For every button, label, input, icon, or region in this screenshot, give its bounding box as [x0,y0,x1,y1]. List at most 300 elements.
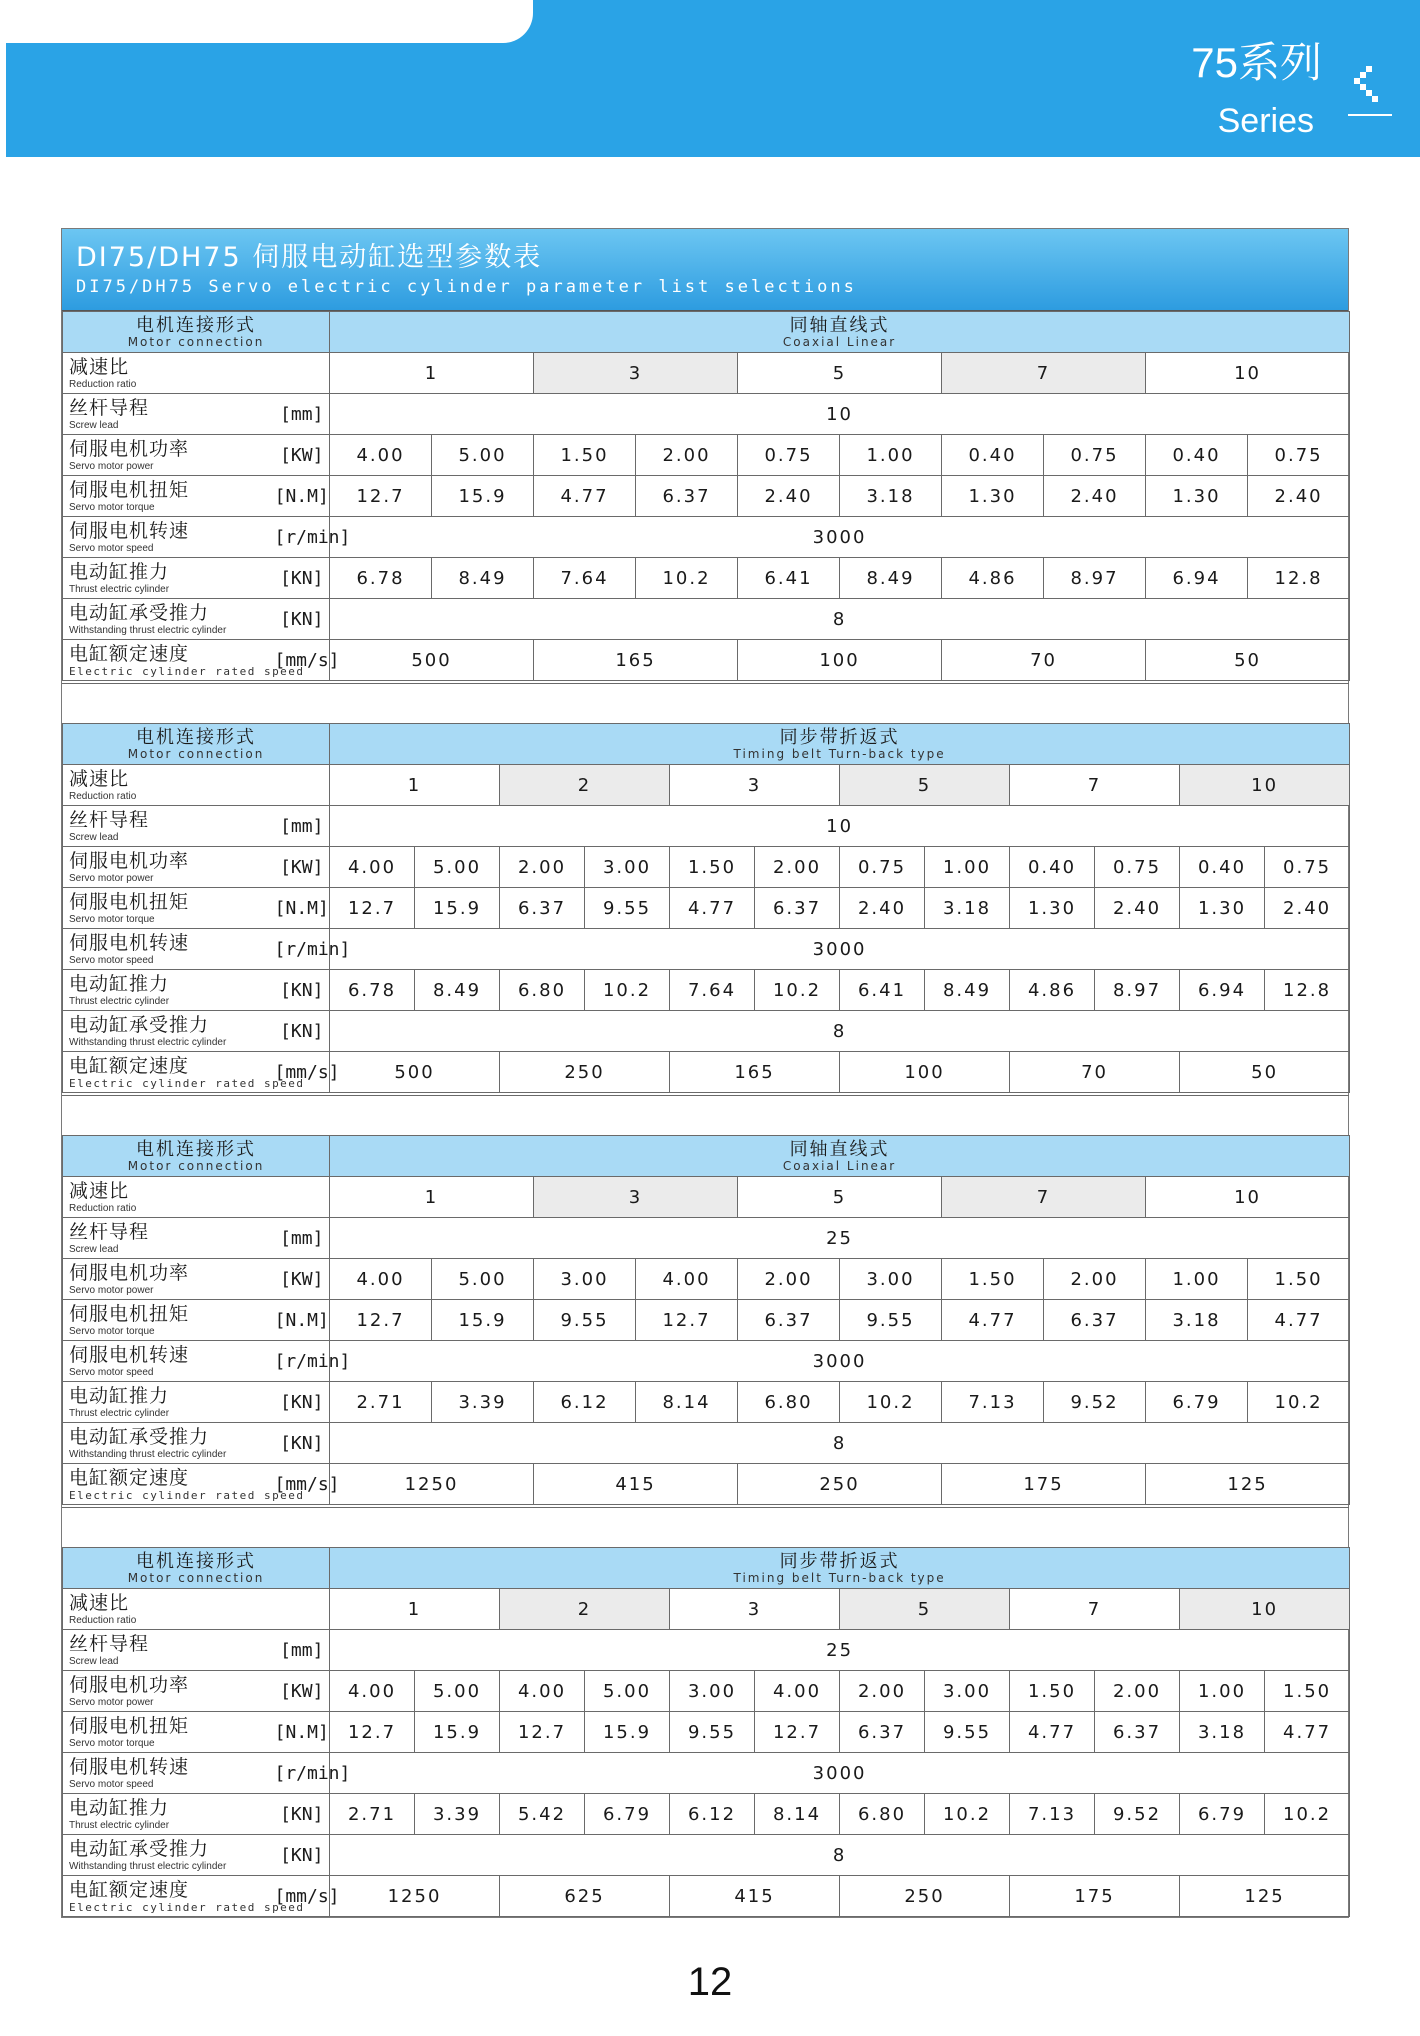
torque-cell: 6.37 [1044,1300,1146,1341]
spec-table [62,1547,1350,1917]
row-label-motor-torque [63,1300,275,1341]
table-row [63,1753,1350,1794]
power-cell: 2.00 [840,1671,925,1712]
speed-value: 3000 [330,517,1350,558]
table-row [63,1630,1350,1671]
unit-nm: [N.M] [275,1712,330,1753]
spec-table [62,723,1350,1093]
row-label-thrust [63,1382,275,1423]
torque-cell: 6.37 [840,1712,925,1753]
row-label-cn: 减速比 [69,355,130,378]
row-label-cn: 电动缸承受推力 [69,1013,210,1036]
torque-cell: 3.18 [925,888,1010,929]
table-row [63,1382,1350,1423]
table-spacer [62,683,1349,724]
thrust-cell: 8.49 [840,558,942,599]
torque-cell: 9.55 [840,1300,942,1341]
row-label-reduction-ratio [63,1177,330,1218]
table-row [63,353,1350,394]
power-cell: 1.50 [534,435,636,476]
thrust-cell: 6.80 [738,1382,840,1423]
torque-cell: 1.30 [1010,888,1095,929]
ratio-cell: 10 [1180,1589,1350,1630]
thrust-cell: 7.13 [942,1382,1044,1423]
table-row [63,1876,1350,1917]
row-label-en: Servo motor power [69,1284,154,1296]
power-cell: 4.00 [636,1259,738,1300]
thrust-cell: 6.94 [1146,558,1248,599]
power-cell: 2.00 [755,847,840,888]
row-label-motor-torque [63,888,275,929]
thrust-cell: 7.64 [670,970,755,1011]
table-row [63,599,1350,640]
row-label-en: Reduction ratio [69,1202,137,1214]
screw-lead-value: 10 [330,394,1350,435]
row-label-en: Thrust electric cylinder [69,583,170,595]
power-cell: 3.00 [585,847,670,888]
row-label-withstanding [63,1835,275,1876]
table-row [63,1177,1350,1218]
unit-rpm: [r/min] [275,1753,330,1794]
thrust-cell: 10.2 [840,1382,942,1423]
row-label-cn: 减速比 [69,767,130,790]
screw-lead-value: 25 [330,1218,1350,1259]
table-row [63,1011,1350,1052]
rated-speed-cell: 165 [670,1052,840,1093]
thrust-cell: 10.2 [925,1794,1010,1835]
ratio-cell: 3 [534,353,738,394]
power-cell: 5.00 [415,1671,500,1712]
table-row [63,1589,1350,1630]
unit-nm: [N.M] [275,888,330,929]
panel-title: DI75/DH75 伺服电动缸选型参数表 [76,242,543,273]
thrust-cell: 8.97 [1095,970,1180,1011]
power-cell: 0.75 [1095,847,1180,888]
unit-kw: [KW] [275,847,330,888]
unit-kn: [KN] [275,1382,330,1423]
thrust-cell: 6.79 [1180,1794,1265,1835]
rated-speed-cell: 500 [330,1052,500,1093]
row-label-cn: 伺服电机转速 [69,931,190,954]
row-label-cn: 伺服电机扭矩 [69,1714,190,1737]
table-row [63,476,1350,517]
power-cell: 5.00 [432,435,534,476]
ratio-cell: 5 [738,1177,942,1218]
torque-cell: 6.37 [1095,1712,1180,1753]
torque-cell: 9.55 [585,888,670,929]
row-label-motor-power [63,1259,275,1300]
series-logo-icon [1346,62,1392,120]
row-label-screw-lead [63,1630,275,1671]
thrust-cell: 10.2 [585,970,670,1011]
rated-speed-cell: 125 [1146,1464,1350,1505]
unit-mm: [mm] [275,1630,330,1671]
ratio-cell: 10 [1146,353,1350,394]
power-cell: 2.00 [1044,1259,1146,1300]
motor-connection-en: Motor connection [127,334,265,349]
torque-cell: 4.77 [1265,1712,1350,1753]
thrust-cell: 6.41 [840,970,925,1011]
power-cell: 4.00 [330,847,415,888]
row-label-cn: 丝杆导程 [69,1632,150,1655]
unit-kn: [KN] [275,1835,330,1876]
thrust-cell: 8.49 [432,558,534,599]
withstanding-value: 8 [330,1011,1350,1052]
row-label-en: Thrust electric cylinder [69,995,170,1007]
table-header-row [63,724,1350,765]
connection-type-en: Timing belt Turn-back type [733,746,946,761]
connection-type-cn: 同轴直线式 [789,314,890,336]
thrust-cell: 8.49 [925,970,1010,1011]
row-label-cn: 电动缸承受推力 [69,1837,210,1860]
table-header-row [63,1136,1350,1177]
power-cell: 0.75 [1248,435,1350,476]
motor-connection-header [63,312,330,353]
thrust-cell: 4.86 [1010,970,1095,1011]
torque-cell: 15.9 [415,888,500,929]
header-banner [6,0,1420,157]
unit-kw: [KW] [275,435,330,476]
row-label-motor-speed [63,517,275,558]
unit-kw: [KW] [275,1671,330,1712]
power-cell: 0.40 [1180,847,1265,888]
row-label-cn: 伺服电机功率 [69,437,190,460]
table-spacer [62,1507,1349,1548]
torque-cell: 15.9 [415,1712,500,1753]
row-label-cn: 伺服电机扭矩 [69,1302,190,1325]
thrust-cell: 10.2 [755,970,840,1011]
torque-cell: 6.37 [500,888,585,929]
torque-cell: 2.40 [840,888,925,929]
table-row [63,847,1350,888]
torque-cell: 6.37 [738,1300,840,1341]
row-label-en: Electric cylinder rated speed [69,1076,305,1090]
rated-speed-cell: 250 [500,1052,670,1093]
row-label-withstanding [63,1423,275,1464]
power-cell: 3.00 [670,1671,755,1712]
motor-connection-cn: 电机连接形式 [136,1138,256,1160]
rated-speed-cell: 415 [534,1464,738,1505]
ratio-cell: 2 [500,765,670,806]
thrust-cell: 7.64 [534,558,636,599]
row-label-rated-speed [63,640,305,681]
ratio-cell: 3 [534,1177,738,1218]
torque-cell: 4.77 [670,888,755,929]
row-label-en: Servo motor power [69,460,154,472]
table-header-row [63,312,1350,353]
ratio-cell: 5 [840,1589,1010,1630]
thrust-cell: 4.86 [942,558,1044,599]
row-label-cn: 电缸额定速度 [69,1878,190,1901]
torque-cell: 4.77 [942,1300,1044,1341]
table-row [63,765,1350,806]
thrust-cell: 12.8 [1265,970,1350,1011]
power-cell: 0.40 [1146,435,1248,476]
rated-speed-cell: 175 [942,1464,1146,1505]
ratio-cell: 1 [330,1177,534,1218]
withstanding-value: 8 [330,599,1350,640]
row-label-cn: 减速比 [69,1179,130,1202]
table-spacer [62,1095,1349,1136]
speed-value: 3000 [330,1753,1350,1794]
row-label-en: Screw lead [69,831,119,843]
unit-mms: [mm/s] [275,1464,330,1505]
torque-cell: 2.40 [1248,476,1350,517]
unit-mms: [mm/s] [275,640,330,681]
table-row [63,558,1350,599]
thrust-cell: 12.8 [1248,558,1350,599]
ratio-cell: 3 [670,765,840,806]
row-label-motor-speed [63,1753,275,1794]
thrust-cell: 8.14 [636,1382,738,1423]
ratio-cell: 5 [840,765,1010,806]
motor-connection-cn: 电机连接形式 [136,314,256,336]
unit-nm: [N.M] [275,476,330,517]
ratio-cell: 1 [330,765,500,806]
thrust-cell: 7.13 [1010,1794,1095,1835]
table-row [63,394,1350,435]
power-cell: 0.75 [1044,435,1146,476]
row-label-reduction-ratio [63,765,330,806]
row-label-cn: 电动缸承受推力 [69,601,210,624]
row-label-en: Screw lead [69,419,119,431]
row-label-cn: 丝杆导程 [69,1220,150,1243]
row-label-motor-speed [63,929,275,970]
thrust-cell: 6.78 [330,558,432,599]
torque-cell: 15.9 [432,1300,534,1341]
row-label-motor-speed [63,1341,275,1382]
power-cell: 2.00 [738,1259,840,1300]
torque-cell: 2.40 [1265,888,1350,929]
torque-cell: 2.40 [1095,888,1180,929]
torque-cell: 4.77 [1010,1712,1095,1753]
speed-value: 3000 [330,929,1350,970]
power-cell: 4.00 [500,1671,585,1712]
power-cell: 3.00 [840,1259,942,1300]
row-label-en: Withstanding thrust electric cylinder [69,1036,227,1048]
unit-kn: [KN] [275,1011,330,1052]
rated-speed-cell: 415 [670,1876,840,1917]
row-label-en: Thrust electric cylinder [69,1407,170,1419]
motor-connection-header [63,724,330,765]
row-label-en: Reduction ratio [69,378,137,390]
spec-table [62,1135,1350,1505]
row-label-cn: 伺服电机转速 [69,1755,190,1778]
screw-lead-value: 25 [330,1630,1350,1671]
row-label-en: Servo motor power [69,1696,154,1708]
torque-cell: 12.7 [330,1712,415,1753]
table-row [63,888,1350,929]
unit-nm: [N.M] [275,1300,330,1341]
table-row [63,929,1350,970]
thrust-cell: 10.2 [1248,1382,1350,1423]
series-title: 75系列 [1191,39,1322,86]
rated-speed-cell: 1250 [330,1464,534,1505]
rated-speed-cell: 50 [1180,1052,1350,1093]
banner-notch [6,0,533,43]
unit-kn: [KN] [275,558,330,599]
rated-speed-cell: 175 [1010,1876,1180,1917]
row-label-screw-lead [63,394,275,435]
connection-type-header [330,1548,1350,1589]
power-cell: 4.00 [755,1671,840,1712]
connection-type-header [330,1136,1350,1177]
torque-cell: 2.40 [1044,476,1146,517]
rated-speed-cell: 70 [942,640,1146,681]
row-label-cn: 伺服电机扭矩 [69,890,190,913]
row-label-cn: 伺服电机扭矩 [69,478,190,501]
row-label-cn: 丝杆导程 [69,808,150,831]
torque-cell: 3.18 [1146,1300,1248,1341]
row-label-en: Reduction ratio [69,1614,137,1626]
unit-kn: [KN] [275,1794,330,1835]
thrust-cell: 6.79 [1146,1382,1248,1423]
row-label-motor-torque [63,476,275,517]
row-label-en: Servo motor torque [69,501,155,513]
unit-kn: [KN] [275,1423,330,1464]
row-label-cn: 伺服电机功率 [69,849,190,872]
power-cell: 0.40 [1010,847,1095,888]
power-cell: 0.75 [840,847,925,888]
panel-header [62,229,1348,311]
motor-connection-en: Motor connection [127,746,265,761]
power-cell: 1.00 [925,847,1010,888]
torque-cell: 12.7 [500,1712,585,1753]
ratio-cell: 7 [942,353,1146,394]
unit-mms: [mm/s] [275,1052,330,1093]
screw-lead-value: 10 [330,806,1350,847]
spec-table [62,311,1350,681]
table-row [63,517,1350,558]
ratio-cell: 10 [1146,1177,1350,1218]
rated-speed-cell: 625 [500,1876,670,1917]
ratio-cell: 5 [738,353,942,394]
withstanding-value: 8 [330,1835,1350,1876]
rated-speed-cell: 500 [330,640,534,681]
unit-kn: [KN] [275,599,330,640]
connection-type-cn: 同轴直线式 [789,1138,890,1160]
torque-cell: 6.37 [755,888,840,929]
torque-cell: 2.40 [738,476,840,517]
row-label-cn: 电动缸推力 [69,560,170,583]
unit-kn: [KN] [275,970,330,1011]
row-label-en: Screw lead [69,1655,119,1667]
power-cell: 1.50 [1265,1671,1350,1712]
ratio-cell: 2 [500,1589,670,1630]
power-cell: 1.50 [1010,1671,1095,1712]
rated-speed-cell: 125 [1180,1876,1350,1917]
row-label-thrust [63,970,275,1011]
table-row [63,1218,1350,1259]
row-label-en: Withstanding thrust electric cylinder [69,1860,227,1872]
rated-speed-cell: 50 [1146,640,1350,681]
row-label-cn: 电缸额定速度 [69,642,190,665]
panel-subtitle: DI75/DH75 Servo electric cylinder parameter list selections [76,277,857,297]
ratio-cell: 7 [942,1177,1146,1218]
series-subtitle: Series [1217,102,1314,140]
power-cell: 2.00 [1095,1671,1180,1712]
row-label-en: Reduction ratio [69,790,137,802]
ratio-cell: 7 [1010,765,1180,806]
torque-cell: 1.30 [1180,888,1265,929]
row-label-cn: 伺服电机功率 [69,1673,190,1696]
torque-cell: 15.9 [585,1712,670,1753]
power-cell: 2.00 [636,435,738,476]
row-label-en: Thrust electric cylinder [69,1819,170,1831]
row-label-motor-power [63,847,275,888]
connection-type-cn: 同步带折返式 [779,1550,900,1572]
row-label-withstanding [63,599,275,640]
power-cell: 5.00 [432,1259,534,1300]
thrust-cell: 9.52 [1044,1382,1146,1423]
row-label-motor-power [63,435,275,476]
row-label-thrust [63,558,275,599]
torque-cell: 4.77 [534,476,636,517]
motor-connection-en: Motor connection [127,1158,265,1173]
torque-cell: 4.77 [1248,1300,1350,1341]
parameter-panel [61,228,1349,1918]
thrust-cell: 6.12 [534,1382,636,1423]
thrust-cell: 3.39 [432,1382,534,1423]
power-cell: 3.00 [534,1259,636,1300]
row-label-en: Servo motor speed [69,1366,154,1378]
motor-connection-header [63,1548,330,1589]
torque-cell: 15.9 [432,476,534,517]
motor-connection-en: Motor connection [127,1570,265,1585]
row-label-cn: 电动缸推力 [69,1384,170,1407]
row-label-en: Withstanding thrust electric cylinder [69,1448,227,1460]
unit-rpm: [r/min] [275,517,330,558]
table-row [63,1464,1350,1505]
row-label-en: Electric cylinder rated speed [69,664,305,678]
rated-speed-cell: 250 [738,1464,942,1505]
connection-type-en: Timing belt Turn-back type [733,1570,946,1585]
power-cell: 2.00 [500,847,585,888]
table-row [63,1052,1350,1093]
page-number: 12 [687,1960,733,2004]
power-cell: 1.00 [1180,1671,1265,1712]
table-row [63,1794,1350,1835]
row-label-en: Servo motor speed [69,542,154,554]
unit-rpm: [r/min] [275,1341,330,1382]
row-label-en: Servo motor speed [69,1778,154,1790]
unit-kw: [KW] [275,1259,330,1300]
row-label-cn: 电动缸承受推力 [69,1425,210,1448]
torque-cell: 12.7 [330,1300,432,1341]
thrust-cell: 6.78 [330,970,415,1011]
row-label-cn: 减速比 [69,1591,130,1614]
withstanding-value: 8 [330,1423,1350,1464]
power-cell: 1.50 [942,1259,1044,1300]
power-cell: 0.75 [738,435,840,476]
connection-type-en: Coaxial Linear [782,334,897,349]
row-label-cn: 伺服电机功率 [69,1261,190,1284]
power-cell: 5.00 [585,1671,670,1712]
rated-speed-cell: 100 [840,1052,1010,1093]
row-label-cn: 电缸额定速度 [69,1054,190,1077]
motor-connection-cn: 电机连接形式 [136,726,256,748]
power-cell: 3.00 [925,1671,1010,1712]
torque-cell: 12.7 [755,1712,840,1753]
table-row [63,1671,1350,1712]
motor-connection-cn: 电机连接形式 [136,1550,256,1572]
thrust-cell: 6.79 [585,1794,670,1835]
unit-mm: [mm] [275,806,330,847]
table-row [63,435,1350,476]
torque-cell: 12.7 [330,888,415,929]
row-label-en: Servo motor speed [69,954,154,966]
rated-speed-cell: 1250 [330,1876,500,1917]
